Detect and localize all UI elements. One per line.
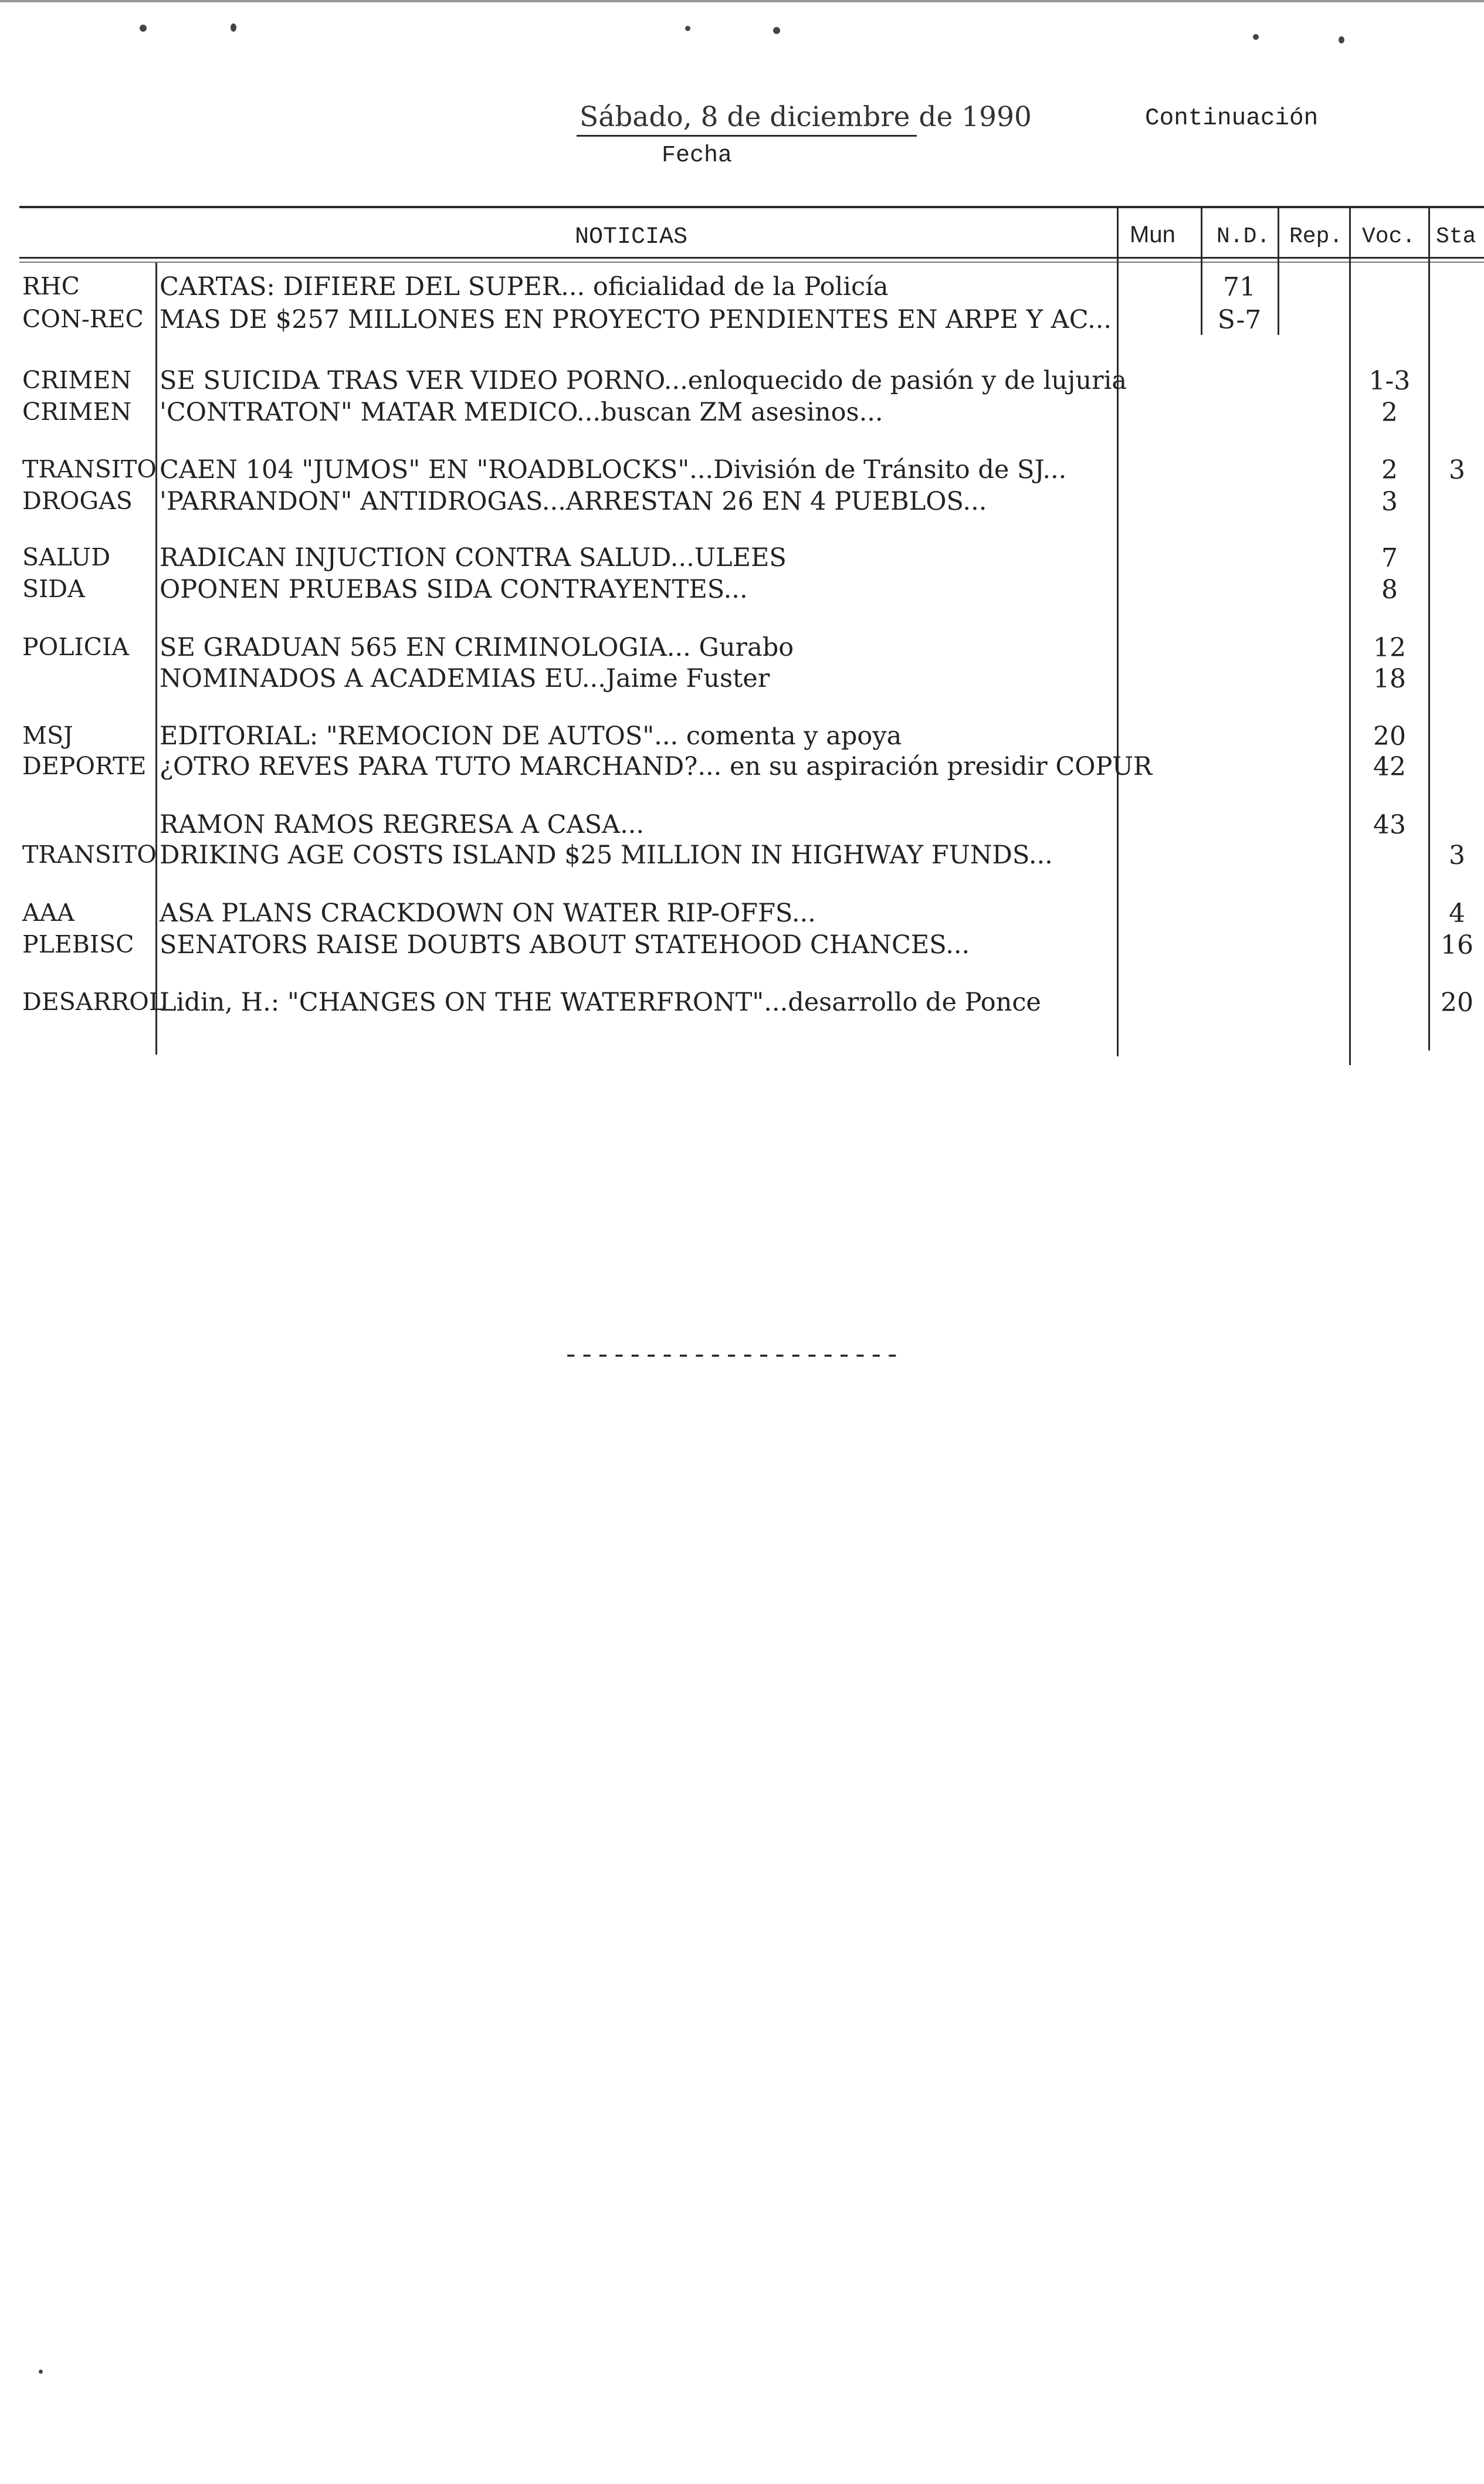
row-voc: 43 xyxy=(1373,810,1406,840)
row-voc: 42 xyxy=(1373,752,1406,782)
row-voc: 20 xyxy=(1373,721,1406,751)
row-category: CRIMEN xyxy=(22,398,132,426)
row-headline: SE GRADUAN 565 EN CRIMINOLOGIA... Gurabo xyxy=(160,633,794,662)
row-category: PLEBISC xyxy=(22,930,134,958)
row-category: SALUD xyxy=(22,543,111,571)
row-headline: 'CONTRATON" MATAR MEDICO...buscan ZM asesinos... xyxy=(160,398,883,427)
row-headline: OPONEN PRUEBAS SIDA CONTRAYENTES... xyxy=(160,575,748,604)
row-category: CON-REC xyxy=(22,305,144,333)
col-header-star: Sta xyxy=(1436,224,1476,249)
col-header-mun: Mun xyxy=(1130,222,1175,248)
row-headline: SE SUICIDA TRAS VER VIDEO PORNO...enloquecido de pasión y de lujuria xyxy=(160,366,1127,395)
row-headline: ¿OTRO REVES PARA TUTO MARCHAND?... en su aspiración presidir COPUR xyxy=(160,752,1153,781)
row-nd: S-7 xyxy=(1217,305,1262,335)
row-category: RHC xyxy=(22,272,80,300)
col-header-nd: N.D. xyxy=(1217,224,1270,249)
scan-speck xyxy=(1339,36,1344,43)
end-separator: --------------------- xyxy=(563,1341,901,1371)
row-voc: 12 xyxy=(1373,633,1406,663)
continuation-label: Continuación xyxy=(1145,105,1319,132)
row-nd: 71 xyxy=(1223,272,1256,302)
row-voc: 18 xyxy=(1373,664,1406,694)
row-category: TRANSITO xyxy=(22,841,157,869)
scan-speck xyxy=(1253,34,1259,40)
row-headline: RAMON RAMOS REGRESA A CASA... xyxy=(160,810,645,839)
row-voc: 1-3 xyxy=(1368,366,1411,396)
scan-speck xyxy=(39,2370,43,2374)
row-star: 3 xyxy=(1449,841,1465,870)
scan-speck xyxy=(773,27,780,34)
scan-speck xyxy=(140,25,147,32)
col-header-voc: Voc. xyxy=(1362,224,1416,249)
row-headline: MAS DE $257 MILLONES EN PROYECTO PENDIENTES EN ARPE Y AC... xyxy=(160,305,1112,334)
row-headline: EDITORIAL: "REMOCION DE AUTOS"... comenta y apoya xyxy=(160,721,902,751)
row-category: TRANSITO xyxy=(22,455,157,483)
row-category: CRIMEN xyxy=(22,366,132,394)
row-headline: RADICAN INJUCTION CONTRA SALUD...ULEES xyxy=(160,543,787,572)
row-category: DESARROL xyxy=(22,988,165,1016)
row-category: DROGAS xyxy=(22,487,133,515)
scan-speck xyxy=(231,23,236,32)
row-headline: SENATORS RAISE DOUBTS ABOUT STATEHOOD CHANCES... xyxy=(160,930,970,960)
row-star: 4 xyxy=(1449,899,1465,928)
col-header-rep: Rep. xyxy=(1289,224,1343,249)
row-category: SIDA xyxy=(22,575,85,603)
report-date: Sábado, 8 de diciembre de 1990 xyxy=(580,101,1032,133)
row-voc: 3 xyxy=(1381,487,1398,517)
row-headline: CARTAS: DIFIERE DEL SUPER... oficialidad de la Policía xyxy=(160,272,889,301)
mun-divider xyxy=(1117,206,1119,1056)
row-star: 3 xyxy=(1449,455,1465,485)
row-headline: Lidin, H.: "CHANGES ON THE WATERFRONT"...desarrollo de Ponce xyxy=(160,988,1041,1017)
date-caption: Fecha xyxy=(662,143,733,169)
row-category: MSJ xyxy=(22,721,73,750)
row-headline: DRIKING AGE COSTS ISLAND $25 MILLION IN HIGHWAY FUNDS... xyxy=(160,841,1053,870)
row-star: 16 xyxy=(1441,930,1473,960)
scan-top-edge xyxy=(0,0,1484,2)
row-voc: 7 xyxy=(1381,543,1398,573)
row-headline: ASA PLANS CRACKDOWN ON WATER RIP-OFFS... xyxy=(160,899,816,928)
date-underline xyxy=(577,135,917,137)
row-voc: 8 xyxy=(1381,575,1398,605)
row-category: DEPORTE xyxy=(22,752,147,780)
col-header-noticias: NOTICIAS xyxy=(575,224,688,250)
table-top-rule xyxy=(19,206,1484,208)
row-headline: CAEN 104 "JUMOS" EN "ROADBLOCKS"...División de Tránsito de SJ... xyxy=(160,455,1067,484)
row-voc: 2 xyxy=(1381,398,1398,428)
row-category: POLICIA xyxy=(22,633,129,661)
row-headline: NOMINADOS A ACADEMIAS EU...Jaime Fuster xyxy=(160,664,770,693)
row-category: AAA xyxy=(22,899,74,927)
scan-speck xyxy=(685,26,690,31)
header-bottom-rule-2 xyxy=(19,262,1484,263)
row-voc: 2 xyxy=(1381,455,1398,485)
row-star: 20 xyxy=(1441,988,1473,1018)
category-divider xyxy=(155,263,157,1055)
rep-divider xyxy=(1278,206,1279,335)
row-headline: 'PARRANDON" ANTIDROGAS...ARRESTAN 26 EN 4 PUEBLOS... xyxy=(160,487,987,516)
header-bottom-rule xyxy=(19,257,1484,259)
